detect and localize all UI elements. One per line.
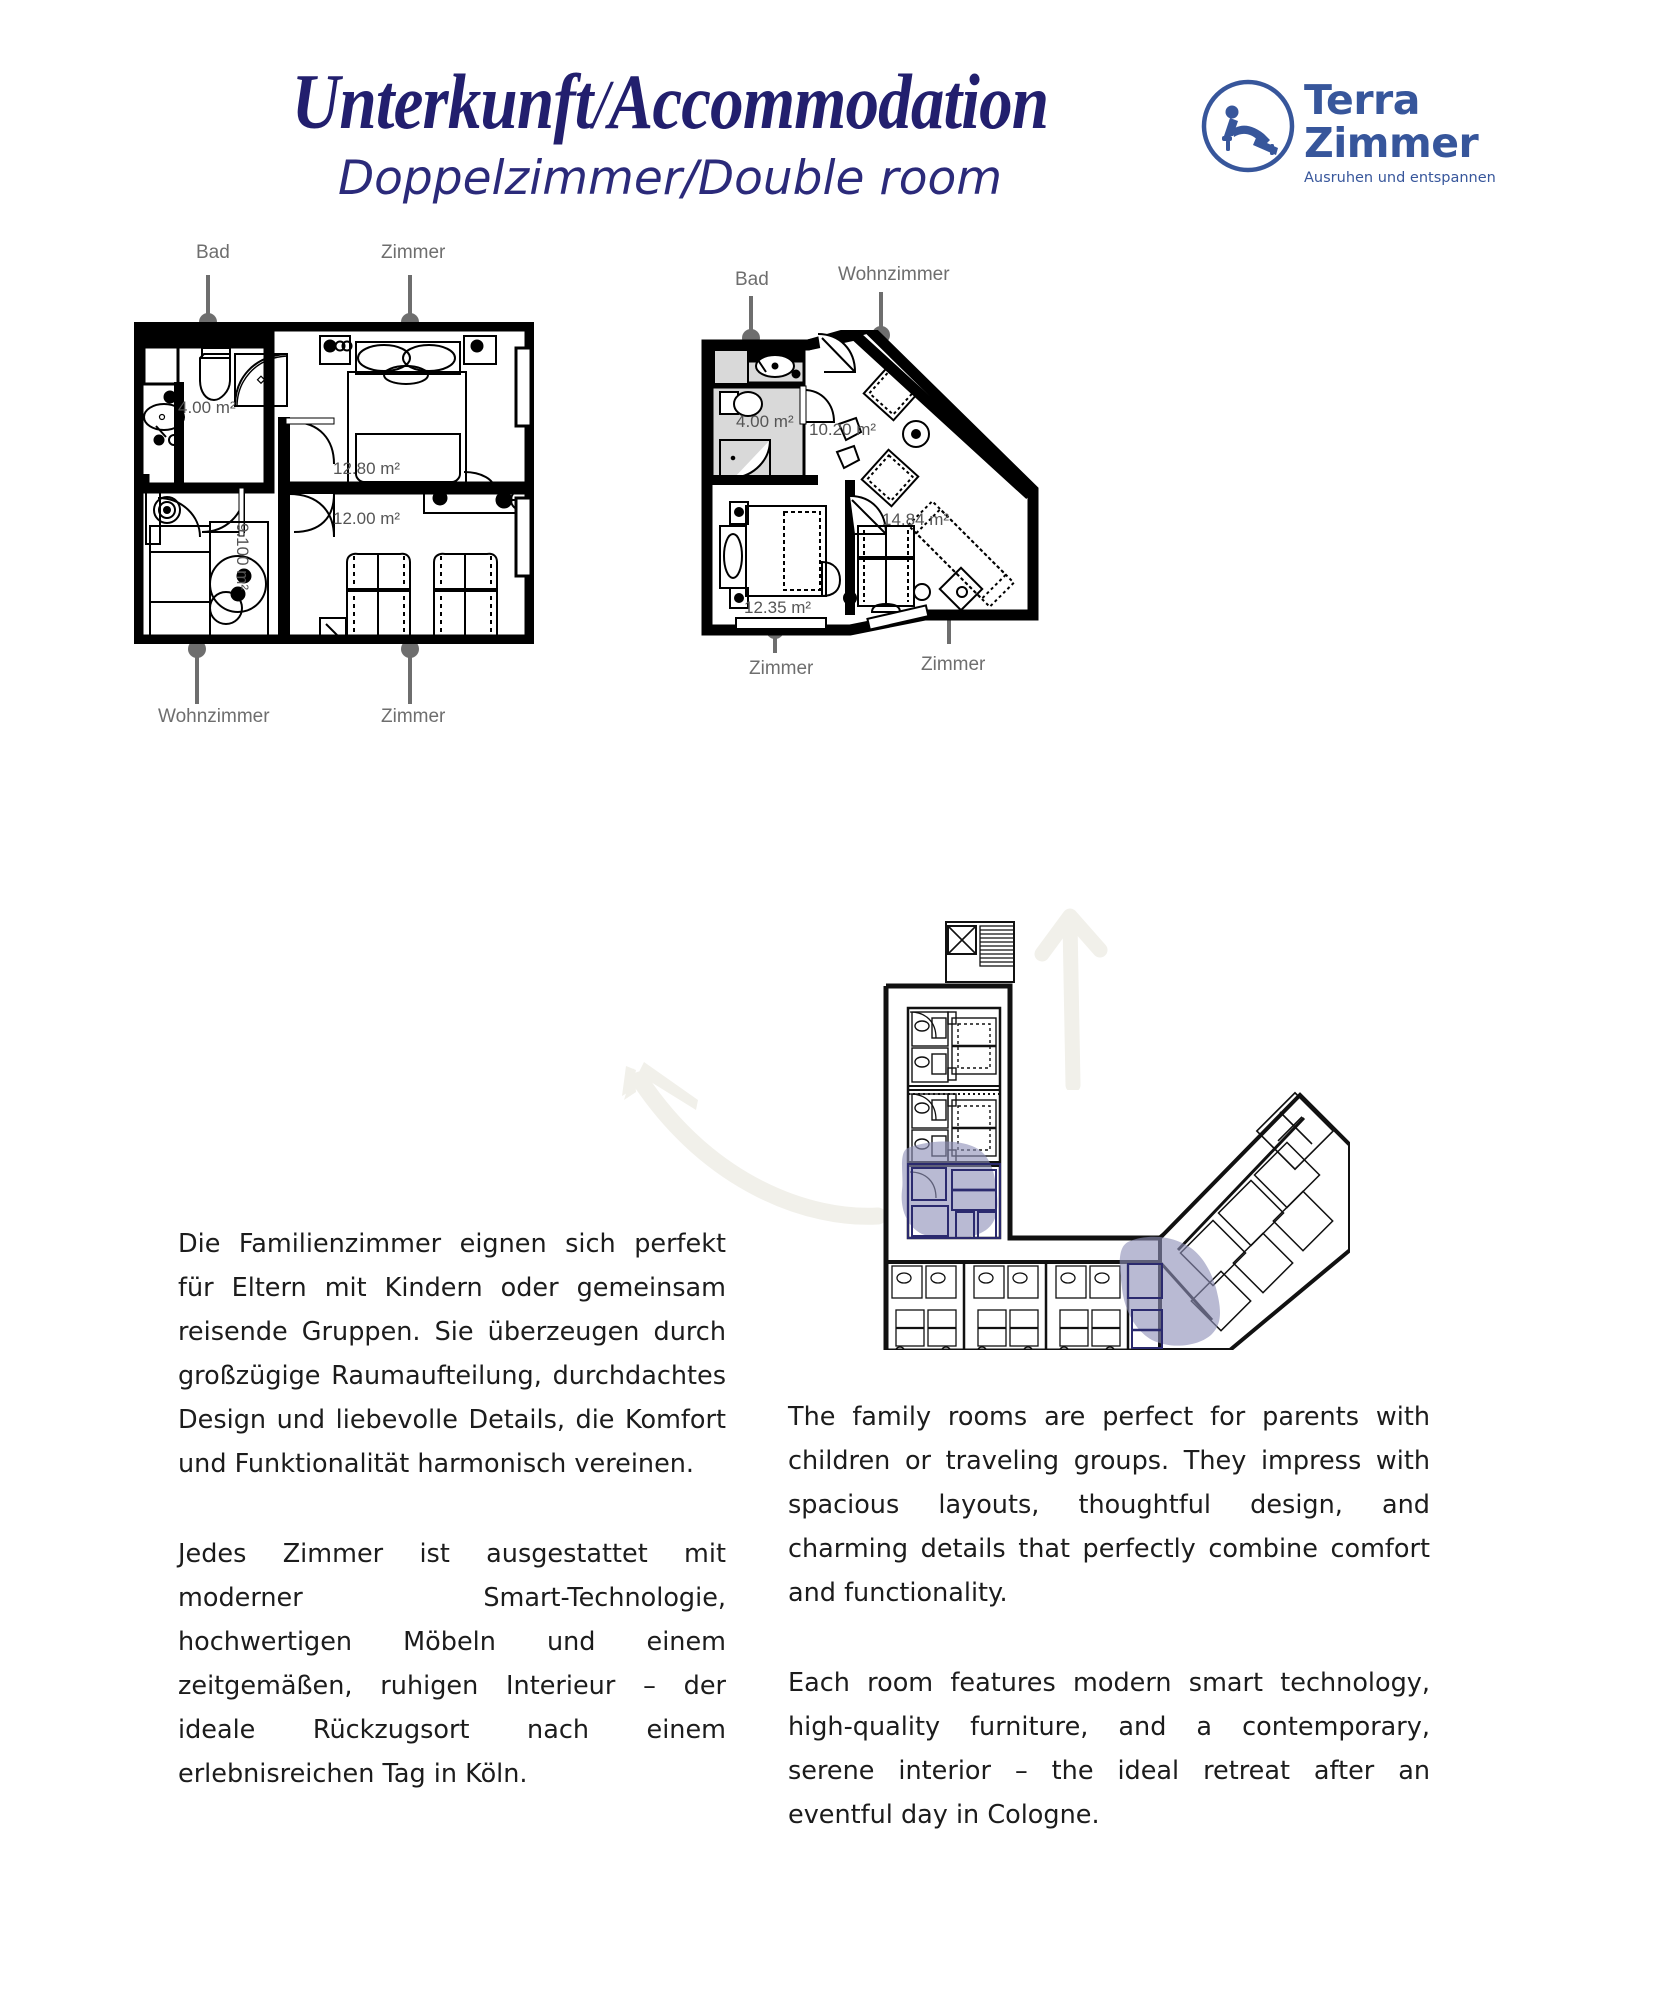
floorplan-family-apartment bbox=[134, 322, 534, 644]
paragraph-en-2: Each room features modern smart technology, high-quality furniture, and a contemporary, serene interior – the ideal retreat after an eventful day in Cologne. bbox=[788, 1668, 1430, 1830]
callout-label: Bad bbox=[196, 242, 230, 263]
page-title-en: Accommodation bbox=[608, 58, 1049, 145]
area-label-wohnzimmer-2: 10.20 m² bbox=[809, 420, 877, 439]
highlight-region bbox=[902, 1142, 1220, 1346]
curved-arrow-up-left-icon bbox=[560, 970, 890, 1230]
description-english bbox=[788, 1395, 1430, 1837]
paragraph-en-1: The family rooms are perfect for parents with children or traveling groups. They impress with spacious layouts, thoughtful design, and charming details that perfectly combine comfort and functionality. bbox=[788, 1402, 1430, 1608]
paragraph-de-2: Jedes Zimmer ist ausgestattet mit moderner Smart-Technologie, hochwertigen Möbeln und einem zeitgemäßen, ruhigen Interieur – der ideale Rückzugsort nach einem erlebnisreichen Tag in Köln. bbox=[178, 1539, 726, 1789]
area-label-zimmer-2: 14.84 m² bbox=[882, 510, 950, 529]
area-label-bad-1: 4.00 m² bbox=[178, 398, 236, 417]
page-title-de: Unterkunft bbox=[291, 58, 593, 145]
callout-label: Wohnzimmer bbox=[158, 706, 270, 727]
area-label-zimmer-1: 12.80 m² bbox=[333, 459, 401, 478]
callout-leader-line bbox=[408, 652, 412, 704]
area-label-zimmer-2-1: 12.00 m² bbox=[333, 509, 401, 528]
callout-label: Wohnzimmer bbox=[838, 264, 950, 285]
area-label-zimmer-2b-2: 12.35 m² bbox=[744, 598, 812, 617]
page-title bbox=[231, 60, 1108, 148]
logo-wordmark bbox=[1304, 76, 1496, 186]
lounger-in-circle-icon bbox=[1200, 78, 1296, 174]
area-label-bad-2: 4.00 m² bbox=[736, 412, 794, 431]
callout-label: Zimmer bbox=[381, 706, 446, 727]
title-block bbox=[160, 60, 1180, 206]
callout-label: Bad bbox=[735, 269, 769, 290]
logo-line-1: Terra bbox=[1304, 76, 1420, 124]
page-subtitle bbox=[160, 152, 1180, 206]
page-title-separator: / bbox=[592, 67, 609, 144]
paragraph-de-1: Die Familienzimmer eignen sich perfekt für Eltern mit Kindern oder gemeinsam reisende Gruppen. Sie überzeugen durch großzügige Raumaufteilung, durchdachtes Design und liebevolle Details, die Komfort und Funktionalität harmonisch vereinen. bbox=[178, 1229, 726, 1479]
callout-label: Zimmer bbox=[381, 242, 446, 263]
description-german bbox=[178, 1222, 726, 1796]
brand-logo[interactable] bbox=[1200, 76, 1496, 193]
logo-line-2: Zimmer bbox=[1304, 119, 1479, 167]
logo-tagline: Ausruhen und entspannen bbox=[1304, 170, 1496, 186]
callout-leader-line bbox=[195, 652, 199, 704]
callout-label: Zimmer bbox=[921, 654, 986, 675]
area-label-wohnzimmer-1: 9.100 m² bbox=[233, 523, 252, 591]
page-subtitle-separator: / bbox=[682, 151, 698, 206]
page-subtitle-en: Double room bbox=[697, 151, 1003, 206]
page-header bbox=[0, 0, 1654, 215]
floorplan-building-overview bbox=[860, 890, 1350, 1350]
callout-label: Zimmer bbox=[749, 658, 814, 679]
page-subtitle-de: Doppelzimmer bbox=[337, 151, 683, 206]
